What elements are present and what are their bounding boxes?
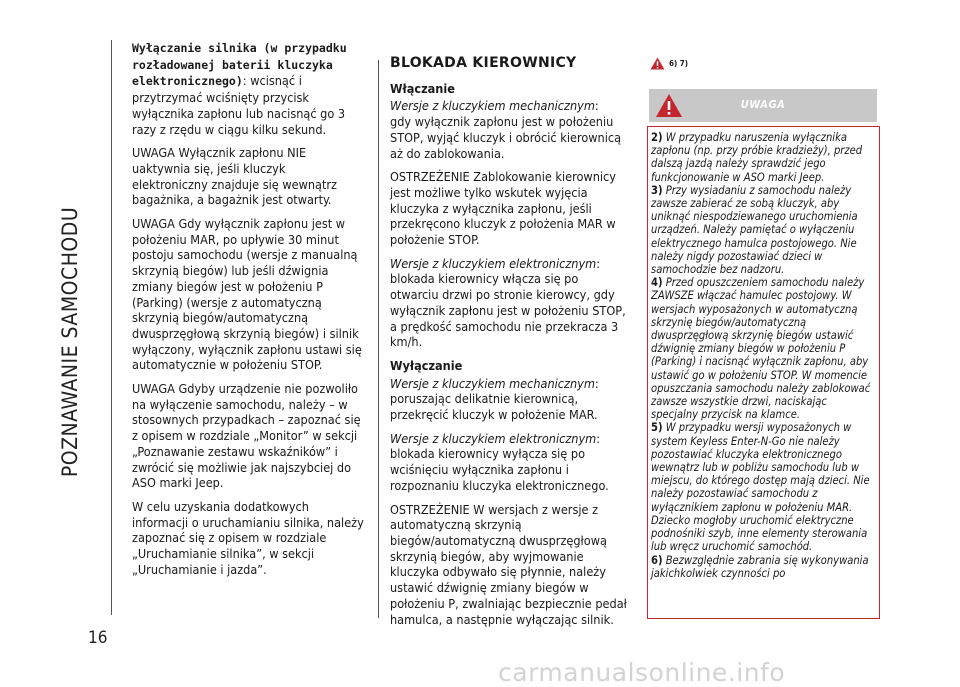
version-mechanical-label: Wersje z kluczykiem mechanicznym: [390, 98, 599, 114]
section-title: BLOKADA KIEROWNICY [390, 55, 577, 71]
warning-item-number: 2) [651, 131, 663, 144]
column-left [132, 40, 364, 586]
bold-heading: Wyłączanie silnika (w przypadku rozładowanej baterii kluczyka elektronicznego) [132, 41, 347, 89]
warning-mechanical: OSTRZEŻENIE Zablokowanie kierownicy jest możliwe tylko wskutek wyjęcia kluczyka z wyłącznika zapłonu, jeśli przekręcono kluczyk z położenia MAR w położenie STOP. [390, 169, 616, 248]
warning-item [651, 131, 877, 184]
version-electronic-label-2: Wersje z kluczykiem elektronicznym: [390, 430, 601, 446]
note-monitor: UWAGA Gdyby urządzenie nie pozwoliło na wyłączenie samochodu, należy – w stosownych przypadkach – zapoznać się z opisem w rozdziale „Monitor” w sekcji „Poznawanie zestawu wskaźników” i zwrócić się możliwie jak najszybciej do ASO marki Jeep. [132, 381, 361, 491]
watermark: carmanualsonline.info [498, 658, 786, 687]
column-middle [390, 56, 628, 635]
warning-item-number: 3) [651, 183, 663, 197]
warning-item-text: W przypadku naruszenia wyłącznika zapłonu (np. przy próbie kradzieży), przed dalszą jazdą należy sprawdzić jego funkcjonowanie w ASO marki Jeep. [651, 131, 863, 184]
warning-item-text: Przy wysiadaniu z samochodu należy zawsze zabierać ze sobą kluczyk, aby uniknąć niespodziewanego uruchomienia urządzeń. Należy pamiętać o wyłączeniu elektrycznego hamulca postojowego. Nie należy nigdy pozostawiać dzieci w samochodzie bez nadzoru. [651, 183, 858, 277]
warning-item-text: W przypadku wersji wyposażonych w system Keyless Enter-N-Go nie należy pozostawiać kluczyka elektronicznego wewnątrz lub w pobliżu samochodu lub w miejscu, do którego dostęp mają dzieci. Nie należy pozostawiać samochodu z wyłącznikiem zapłonu w położeniu MAR. Dziecko mogłoby uruchomić elektryczne podnośniki szyb, inne elementy sterowania lub wręcz uruchomić samochód. [651, 421, 870, 554]
warning-refs: 6) 7) [650, 57, 688, 70]
warning-item [651, 554, 877, 580]
warning-list [651, 131, 877, 580]
page-number: 16 [88, 628, 108, 648]
warning-item-number: 5) [651, 421, 663, 435]
warning-header [649, 89, 877, 122]
side-divider [111, 40, 112, 615]
warning-title: UWAGA [740, 98, 786, 111]
heading-engage: Włączanie [390, 80, 455, 96]
warning-item-number: 6) [651, 553, 663, 567]
heading-disengage: Wyłączanie [390, 357, 463, 373]
warning-item [651, 276, 877, 421]
warning-item-text: Bezwzględnie zabrania się wykonywania jakichkolwiek czynności po [651, 553, 869, 580]
note-auto-stop: UWAGA Gdy wyłącznik zapłonu jest w położeniu MAR, po upływie 30 minut postoju samochodu (wersje z manualną skrzynią biegów) lub jeśli dźwignia zmiany biegów jest w położeniu P (Parking) (wersje z automatyczną skrzynią biegów/automatyczną dwusprzęgłową skrzynią biegów) i silnik wyłączony, wyłącznik zapłonu ustawi się automatycznie w położeniu STOP. [132, 216, 362, 373]
electronic-engage-text: blokada kierownicy włącza się po otwarciu drzwi po stronie kierowcy, gdy wyłącznik zapłonu jest w położeniu STOP, a prędkość samochodu nie przekracza 3 km/h. [390, 271, 626, 350]
warning-item [651, 421, 877, 553]
warning-automatic: OSTRZEŻENIE W wersjach z wersje z automatyczną skrzynią biegów/automatyczną dwusprzęgłową skrzynią biegów, aby wyjmowanie kluczyka odbywało się płynnie, należy ustawić dźwignię zmiany biegów w położeniu P, zwalniając bezpiecznie pedał hamulca, a następnie wyłączając silnik. [390, 501, 627, 627]
electronic-disengage-text: blokada kierownicy wyłącza się po wciśnięciu wyłącznika zapłonu i rozpoznaniu kluczyka elektronicznego. [390, 446, 609, 493]
warning-item-number: 4) [651, 276, 663, 290]
mechanical-engage-text: gdy wyłącznik zapłonu jest w położeniu STOP, wyjąć kluczyk i obrócić kierownicą aż do zablokowania. [390, 114, 622, 161]
version-electronic-label: Wersje z kluczykiem elektronicznym: [390, 255, 601, 271]
version-mechanical-label-2: Wersje z kluczykiem mechanicznym: [390, 375, 599, 391]
note-engine-start-ref: W celu uzyskania dodatkowych informacji o uruchamianiu silnika, należy zapoznać się z opisem w rozdziale „Uruchamianie silnika”, w sekcji „Uruchamianie i jazda”. [132, 498, 364, 577]
mechanical-disengage-text: poruszając delikatnie kierownicą, przekręcić kluczyk w położenie MAR. [390, 391, 598, 423]
paragraph-engine-off: Wyłączanie silnika (w przypadku rozładowanej baterii kluczyka elektronicznego): wcisnąć i przytrzymać wciśnięty przycisk wyłącznika zapłonu lub nacisnąć go 3 razy z rzędu w ciągu kilku sekund. [132, 41, 347, 137]
column-divider [378, 60, 379, 618]
note-keyless-trunk: UWAGA Wyłącznik zapłonu NIE uaktywnia się, jeśli kluczyk elektroniczny znajduje się wewnątrz bagażnika, a bagażnik jest otwarty. [132, 145, 338, 208]
warning-item-text: Przed opuszczeniem samochodu należy ZAWSZE włączać hamulec postojowy. W wersjach wyposażonych w automatyczną skrzynię biegów/automatyczną dwusprzęgłową skrzynię biegów ustawić dźwignię zmiany biegów w położeniu P (Parking) i nacisnąć wyłącznik zapłonu, aby ustawić go w położeniu STOP. W momencie opuszczania samochodu należy zablokować zawsze wszystkie drzwi, naciskając specjalny przycisk na klamce. [651, 276, 871, 422]
section-side-title: POZNAWANIE SAMOCHODU [58, 206, 82, 478]
warning-item [651, 184, 877, 276]
warning-triangle-icon [650, 57, 665, 70]
